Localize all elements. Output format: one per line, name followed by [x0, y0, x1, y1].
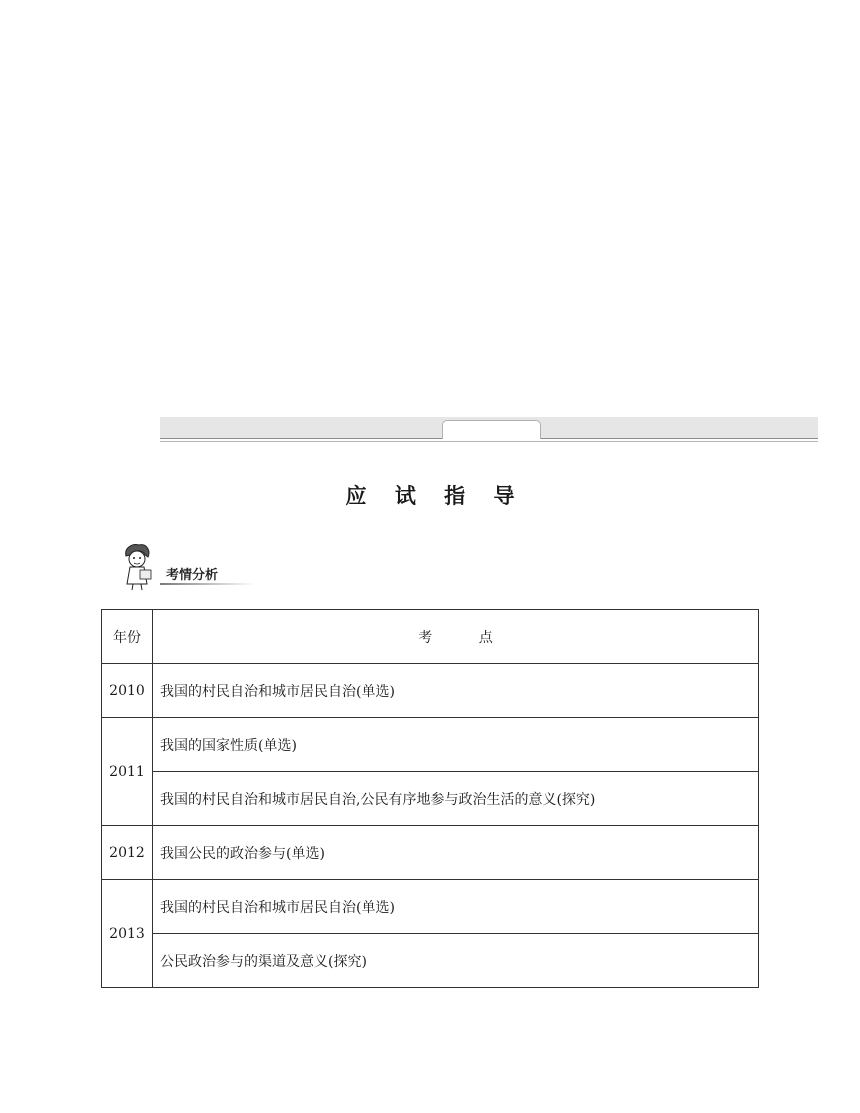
row-year: 2010 — [102, 664, 153, 718]
header-point: 考 点 — [153, 610, 759, 664]
header-rule — [160, 441, 818, 442]
row-point: 我国的村民自治和城市居民自治(单选) — [153, 880, 759, 934]
row-point: 我国公民的政治参与(单选) — [153, 826, 759, 880]
row-point: 公民政治参与的渠道及意义(探究) — [153, 934, 759, 988]
table-row — [102, 718, 759, 772]
table-header-row — [102, 610, 759, 664]
table-row — [102, 664, 759, 718]
row-point: 我国的村民自治和城市居民自治(单选) — [153, 664, 759, 718]
row-year: 2012 — [102, 826, 153, 880]
section-underline — [160, 583, 255, 585]
table-row — [102, 880, 759, 934]
page-title: 应 试 指 导 — [345, 484, 525, 508]
row-point: 我国的村民自治和城市居民自治,公民有序地参与政治生活的意义(探究) — [153, 772, 759, 826]
row-year: 2013 — [102, 880, 153, 988]
table-row — [102, 826, 759, 880]
table-row — [102, 772, 759, 826]
exam-analysis-table — [101, 609, 759, 988]
table-row — [102, 934, 759, 988]
section-label: 考情分析 — [166, 568, 219, 583]
header-year: 年份 — [102, 610, 153, 664]
header-tab — [442, 420, 541, 439]
row-point: 我国的国家性质(单选) — [153, 718, 759, 772]
row-year: 2011 — [102, 718, 153, 826]
